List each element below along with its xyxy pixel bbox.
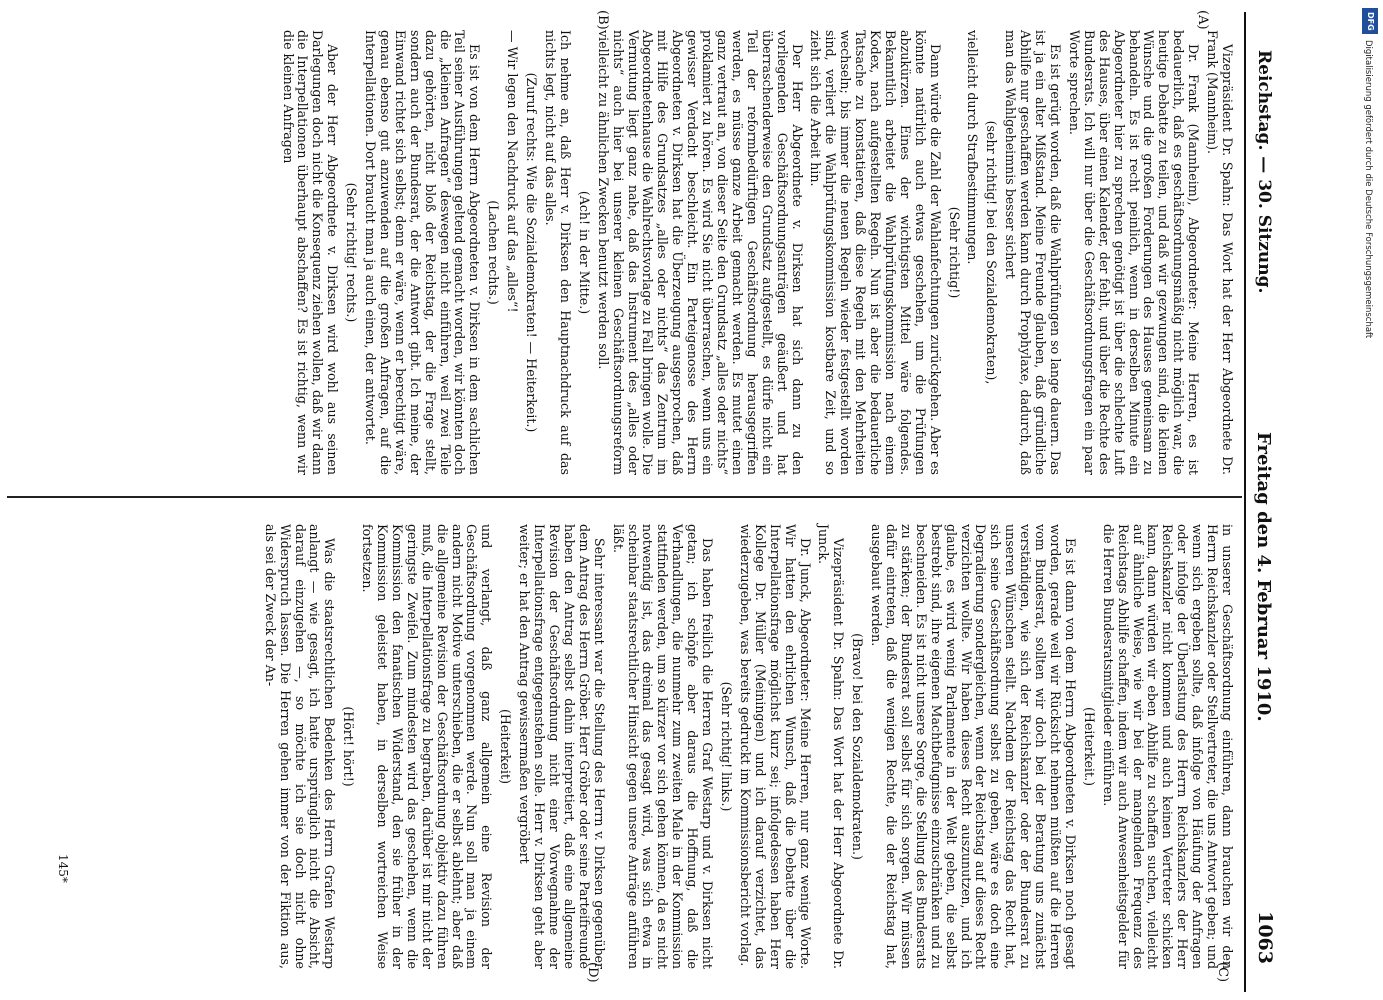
interjection: (Ach! in der Mitte.) <box>576 190 592 315</box>
header-session: Reichstag. — 30. Sitzung. <box>1254 50 1274 294</box>
paragraph: und verlangt, daß ganz allgemein eine Revision der Geschäftsordnung vorgenommen werde. Nun soll man ja einem andern nicht Motive unterschieben, die er selbst ablehnt; aber daß die allgemeine Revision der Geschäftsordnung objektiv dazu führen muß, die Interpellationsfrage zu begraben, darüber ist mir nicht der geringste Zweifel. Zum mindesten wird das geschehen, wenn die Kommission den fanatischen Widerstand, den sie früher in der Kommission geleistet haben, in derselben wortreichen Weise fortsetzen. <box>360 524 495 969</box>
paragraph: Dr. Frank (Mannheim), Abgeordneter: Meine Herren, es ist bedauerlich, daß es geschäftsordnungsmäßig nicht möglich war, die heutige Debatte zu teilen, und daß wir gezwungen sind, die kleinen Wünsche und die großen Forderungen des Hauses gemeinsam zu behandeln. Es ist recht peinlich, wenn in derselben Minute ein Abgeordneter hier zu sprechen genötigt ist über die schlechte Luft des Hauses, über einen Kalender, der fehlt, und über die Rechte des Bundesrats. Ich will nur über die Geschäftsordnungsfragen ein paar Worte sprechen. <box>1066 30 1202 475</box>
paragraph: Ich nehme an, daß Herr v. Dirksen den Hauptnachdruck auf das nichts legt, nicht auf das alles. <box>543 30 573 475</box>
right-column <box>258 524 1234 969</box>
paragraph: Es ist dann von dem Herrn Abgeordneten v. Dirksen noch gesagt worden, gerade weil wir Rücksicht nehmen müßten auf die Herren vom Bundesrat, sollten wir doch bei der Beratung uns zunächst verständigen, wie sich der Reichskanzler oder der Bundesrat zu unseren Wünschen stellt. Nachdem der Reichstag das Recht hat, sich seine Geschäftsordnung selbst zu geben, wäre es doch eine Degradierung sondergleichen, wenn der Reichstag auf dieses Recht verzichten wollte. Wir haben dieses Recht auszunutzen, und ich glaube, es wird wenig Parlamente in der Welt geben, die selbst bestrebt sind, ihre eigenen Machtbefugnisse einzuschränken und zu beschneiden. Es ist nicht unsere Sorge, die Stellung des Bundesrats zu stärken; der Bundesrat soll selbst für sich sorgen. Wir müssen dafür eintreten, daß die wenigen Rechte, die der Reichstag hat, ausgebaut werden. <box>869 524 1078 969</box>
paragraph: Vizepräsident Dr. Spahn: Das Wort hat der Herr Abgeordnete Dr. Junck. <box>816 524 847 969</box>
interjection: (Sehr richtig! rechts.) <box>344 182 360 323</box>
paragraph: Es ist gerügt worden, daß die Wahlprüfungen so lange dauern. Das ist ja ein alter Mißstand. Meine Freunde glauben, daß gründliche Abhilfe nur geschaffen werden kann durch Prophylaxe, dadurch, daß man das Wahlgeheimnis besser sichert <box>1003 30 1064 475</box>
paragraph: in unserer Geschäftsordnung einführen, dann brauchen wir den Herrn Reichskanzler oder Stellvertreter, die uns Antwort geben; und wenn sich ergeben sollte, daß infolge von Häufung der Anfragen oder infolge der Überlastung des Herrn Reichskanzlers der Herr Reichskanzler nicht kommen und auch keinen Vertreter schicken kann, dann würden wir eben Abhilfe zu schaffen suchen, vielleicht auf ähnliche Weise, wie wir bei der mangelnden Frequenz des Reichstags Abhilfe schaffen, indem wir auch Anwesenheitsgelder für die Herren Bundesratsmitglieder einführen. <box>1100 524 1235 969</box>
paragraph: Sehr interessant war die Stellung des Herrn v. Dirksen gegenüber dem Antrag des Herrn Gröber. Herr Gröber oder seine Parteifreunde haben den Antrag selbst dahin interpretiert, daß eine allgemeine Revision der Geschäftsordnung nicht einer Vorwegnahme der Interpellationsfrage entgegenstehen solle. Herr v. Dirksen geht aber weiter; er hat den Antrag gewissermaßen vergröbert <box>517 524 607 969</box>
paragraph: Dann würde die Zahl der Wahlanfechtungen zurückgehen. Aber es könnte natürlich auch etwas geschehen, um die Prüfungen abzukürzen. Eines der wichtigsten Mittel wäre folgendes. Bekanntlich arbeitet die Wahlprüfungskommission nach einem Kodex, nach aufgestellten Regeln. Nun ist aber die bedauerliche Tatsache zu konstatieren, daß diese Regeln mit den Mehrheiten wechseln; bis immer die neuen Regeln wieder festgestellt worden sind, verliert die Wahlprüfungskommission kostbare Zeit, und so zieht sich die Arbeit hin. <box>808 30 943 475</box>
interjection: (Bravo! bei den Sozialdemokraten.) <box>850 633 866 860</box>
paragraph: vielleicht durch Strafbestimmungen. <box>965 30 981 265</box>
header-date: Freitag den 4. Februar 1910. <box>1253 432 1274 722</box>
interjection: (Hört! hört!) <box>341 706 357 787</box>
paragraph: — Wir legen den Nachdruck auf das „alles“! <box>505 30 521 313</box>
margin-mark-a: (A) <box>1195 10 1210 30</box>
interjection: (sehr richtig! bei den Sozialdemokraten), <box>984 120 1000 385</box>
interjection: (Lachen rechts.) <box>486 200 502 305</box>
interjection: (Heiterkeit.) <box>1081 707 1097 786</box>
margin-mark-b: (B) <box>595 10 610 30</box>
page-number: 1063 <box>1254 911 1276 964</box>
digitization-caption: Digitalisierung gefördert durch die Deutsche Forschungsgemeinschaft <box>1363 40 1373 339</box>
paragraph: Vizepräsident Dr. Spahn: Das Wort hat der Herr Abgeordnete Dr. Frank (Mannheim). <box>1205 30 1235 475</box>
interjection: (Sehr richtig!) <box>946 206 962 299</box>
paragraph: Es ist von dem Herrn Abgeordneten v. Dirksen in dem sachlichen Teil seiner Ausführungen geltend gemacht worden, wir könnten doch die „kleinen Anfragen“ deswegen nicht einführen, weil zwei Teile dazu gehörten, nicht bloß der Reichstag, der die Frage stellt, sondern auch der Bundesrat, der die Antwort gibt. Ich meine, der Einwand richtet sich selbst; denn er wäre, wenn er berechtigt wäre, genau ebenso gut anzuwenden auf die großen Anfragen, auf die Interpellationen. Dort braucht man ja auch einen, der antwortet. <box>363 30 483 475</box>
paragraph: Der Herr Abgeordnete v. Dirksen hat sich dann zu den vorliegenden Geschäftsordnungsanträgen geäußert und hat überraschenderweise den Grundsatz aufgestellt, es dürfe nicht ein Teil der reformbedürftigen Geschäftsordnung herausgegriffen werden, es müsse ganze Arbeit gemacht werden. Es mutet einen ganz vertraut an, von dieser Seite den Grundsatz „alles oder nichts“ proklamiert zu hören. Es wird Sie nicht überraschen, wenn uns ein gewisser Verdacht beschleicht. Ein Parteigenosse des Herrn Abgeordneten v. Dirksen hat die Überzeugung ausgesprochen, daß mit Hilfe des Grundsatzes „alles oder nichts“ das Zentrum im Abgeordnetenhause die Wahlrechtsvorlage zu Fall bringen wolle. Die Vermutung liegt ganz nahe, daß das Instrument des „alles oder nichts“ auch hier bei unserer kleinen Geschäftsordnungsreform vielleicht zu ähnlichen Zwecken benutzt werden soll. <box>595 30 805 475</box>
paragraph: Dr. Junck, Abgeordneter: Meine Herren, nur ganz wenige Worte. Wir hatten den ehrlichen Wunsch, daß die Debatte über die Interpellationsfrage möglichst kurz sei; infolgedessen haben Herr Kollege Dr. Müller (Meiningen) und ich darauf verzichtet, das wiederzugeben, was bereits gedruckt im Kommissionsbericht vorlag. <box>737 524 813 969</box>
interjection: (Sehr richtig! links.) <box>719 681 734 812</box>
interjection: (Zuruf rechts: Wie die Sozialdemokraten! — Heiterkeit.) <box>524 72 540 433</box>
margin-mark-d: (D) <box>585 962 600 983</box>
margin-mark-c: (C) <box>1215 962 1230 983</box>
left-column <box>276 30 1234 475</box>
page-header <box>1244 12 1282 992</box>
paragraph: Aber der Herr Abgeordnete v. Dirksen wird wohl aus seinen Darlegungen doch nicht die Konsequenz ziehen wollen, daß wir dann die Interpellationen überhaupt abschaffen? Es ist richtig, wenn wir die kleinen Anfragen <box>280 30 341 475</box>
column-divider <box>7 496 1242 498</box>
paragraph: Was die staatsrechtlichen Bedenken des Herrn Grafen Westarp anlangt — wie gesagt, ich hatte ursprünglich nicht die Absicht, darauf einzugehen —, so möchte ich sie doch nicht ohne Widerspruch lassen. Die Herren gehen immer von der Fiktion aus, als sei der Zweck der An- <box>262 524 338 969</box>
paragraph: Das haben freilich die Herren Graf Westarp und v. Dirksen nicht getan; ich schöpfe aber daraus die Hoffnung, daß die Verhandlungen, die nunmehr zum zweiten Male in der Kommission stattfinden werden, um so kürzer vor sich gehen können, da es nicht notwendig ist, das dreimal das gesagt wird, was sich etwa in scheinbar staatsrechtlicher Hinsicht gegen unsere Anträge anführen läßt. <box>610 524 716 969</box>
dfg-logo: DFG <box>1362 8 1378 34</box>
rotated-page <box>10 12 1300 992</box>
footnote-signature: 145* <box>56 854 70 883</box>
interjection: (Heiterkeit) <box>498 709 514 784</box>
